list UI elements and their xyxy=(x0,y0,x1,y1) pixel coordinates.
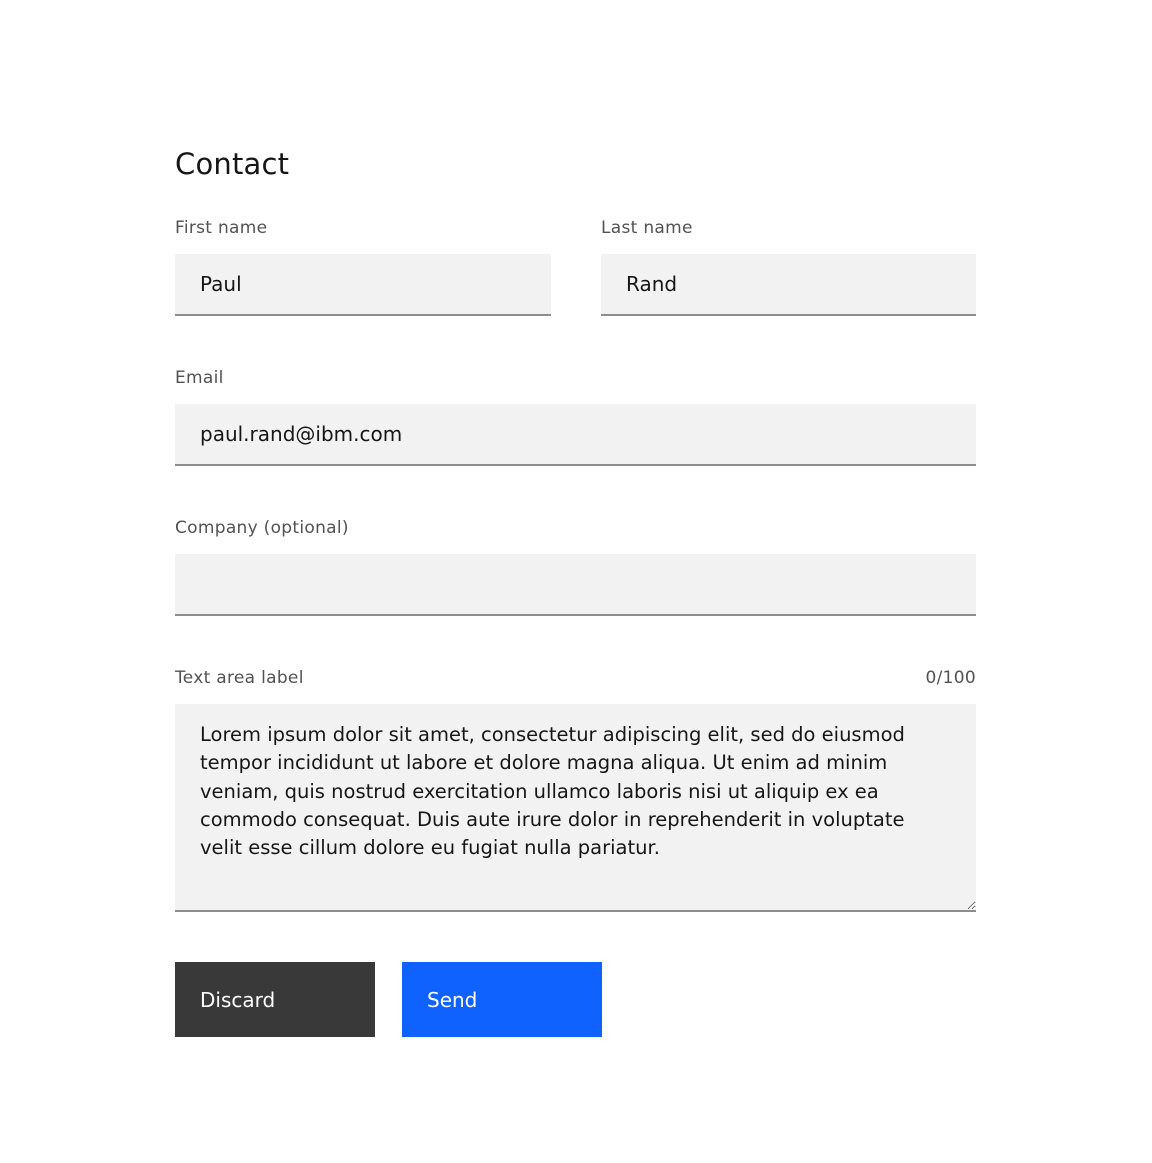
company-label: Company (optional) xyxy=(175,518,349,538)
text-area-label: Text area label xyxy=(175,668,304,688)
company-input[interactable] xyxy=(175,554,976,616)
last-name-input[interactable] xyxy=(601,254,976,316)
email-input[interactable] xyxy=(175,404,976,466)
email-label: Email xyxy=(175,368,224,388)
discard-button[interactable]: Discard xyxy=(175,962,375,1037)
form-title: Contact xyxy=(175,147,290,182)
send-button[interactable]: Send xyxy=(402,962,602,1037)
first-name-label: First name xyxy=(175,218,268,238)
last-name-label: Last name xyxy=(601,218,693,238)
character-counter: 0/100 xyxy=(925,668,976,688)
first-name-input[interactable] xyxy=(175,254,551,316)
message-textarea[interactable] xyxy=(175,704,976,912)
